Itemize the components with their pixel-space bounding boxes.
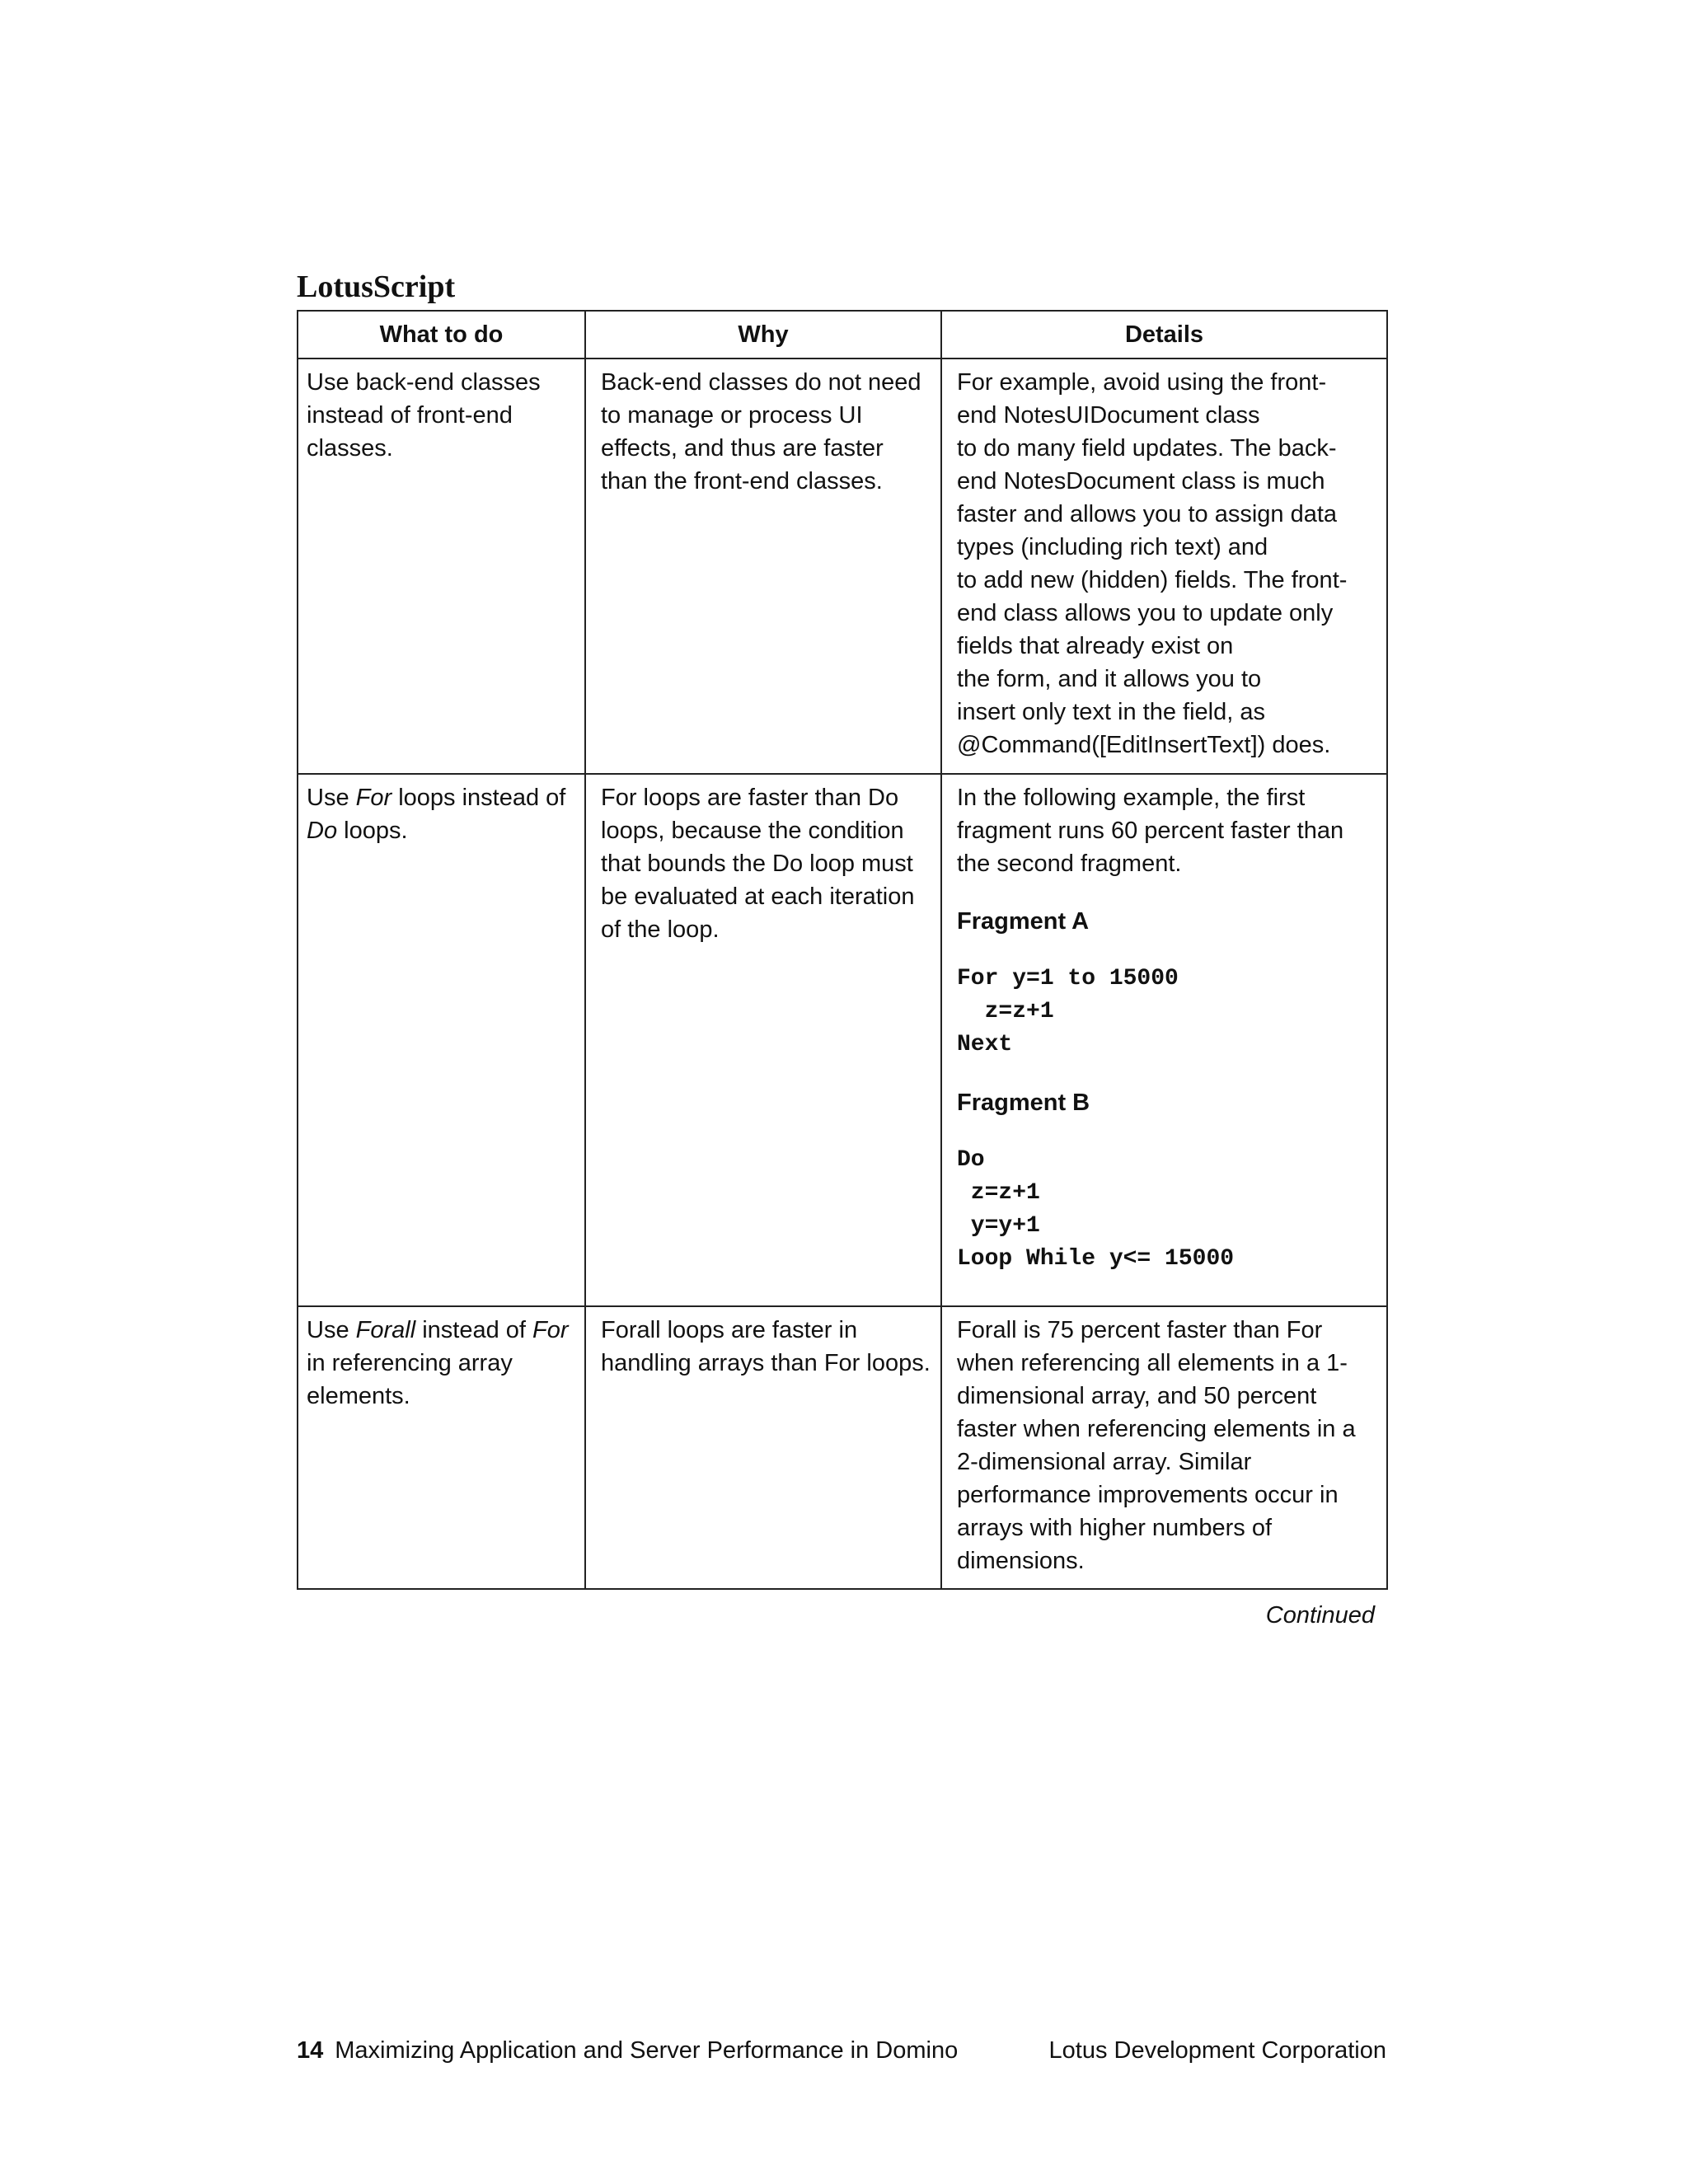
table-row [298,1306,1387,1589]
what-text: Use back-end classes instead of front-end classes. [307,369,541,462]
performance-table [297,310,1388,1590]
details-line: end class allows you to update only [957,600,1334,626]
header-details: Details [941,311,1387,359]
table-row [298,774,1387,1306]
why-cell: For loops are faster than Do loops, because the condition that bounds the Do loop must be evaluated at each iteration of the loop. [585,774,941,1306]
page-number: 14 [297,2037,324,2064]
details-line: fields that already exist on [957,633,1234,659]
details-line: faster and allows you to assign data [957,501,1338,527]
why-cell: Forall loops are faster in handling arrays than For loops. [585,1306,941,1589]
what-emphasis: For [355,785,392,811]
details-cell [941,359,1387,774]
details-line: to do many field updates. The back- [957,435,1337,462]
details-line: the form, and it allows you to [957,666,1262,692]
fragment-b-label: Fragment B [957,1090,1090,1116]
what-cell [298,774,585,1306]
what-text: instead of [415,1317,533,1343]
table-header-row [298,311,1387,359]
book-title: Maximizing Application and Server Performance in Domino [335,2037,959,2064]
page-footer [297,2034,1386,2067]
what-emphasis: Do [307,818,338,844]
details-line: to add new (hidden) fields. The front- [957,567,1348,593]
section-title: LotusScript [297,269,456,304]
what-text: loops. [337,818,408,844]
details-line: end NotesDocument class is much [957,468,1325,494]
fragment-a-label: Fragment A [957,908,1090,935]
details-intro: In the following example, the first fragment runs 60 percent faster than the second fragment. [957,785,1344,877]
details-cell [941,774,1387,1306]
why-cell: Back-end classes do not need to manage or process UI effects, and thus are faster than the front-end classes. [585,359,941,774]
what-cell [298,359,585,774]
what-text: in referencing array elements. [307,1350,513,1409]
what-text: Use [307,1317,356,1343]
details-line: @Command([EditInsertText]) does. [957,732,1331,758]
what-text: Use [307,785,356,811]
details-cell: Forall is 75 percent faster than For when referencing all elements in a 1-dimensional array, and 50 percent faster when referencing elements in a 2-dimensional array. Similar performance improvements occur in arrays with higher numbers of dimensions. [941,1306,1387,1589]
table-row [298,359,1387,774]
what-emphasis: Forall [355,1317,416,1343]
what-cell [298,1306,585,1589]
footer-left [297,2034,958,2067]
details-line: For example, avoid using the front- [957,369,1327,396]
publisher: Lotus Development Corporation [1048,2037,1386,2064]
what-emphasis: For [532,1317,569,1343]
header-why: Why [585,311,941,359]
header-what-to-do: What to do [298,311,585,359]
details-line: end NotesUIDocument class [957,402,1260,429]
details-line: insert only text in the field, as [957,699,1265,725]
fragment-a-code: For y=1 to 15000 z=z+1 Next [957,966,1179,1057]
what-text: loops instead of [392,785,566,811]
details-line: types (including rich text) and [957,534,1268,560]
continued-label: Continued [1265,1602,1375,1629]
fragment-b-code: Do z=z+1 y=y+1 Loop While y<= 15000 [957,1147,1235,1272]
